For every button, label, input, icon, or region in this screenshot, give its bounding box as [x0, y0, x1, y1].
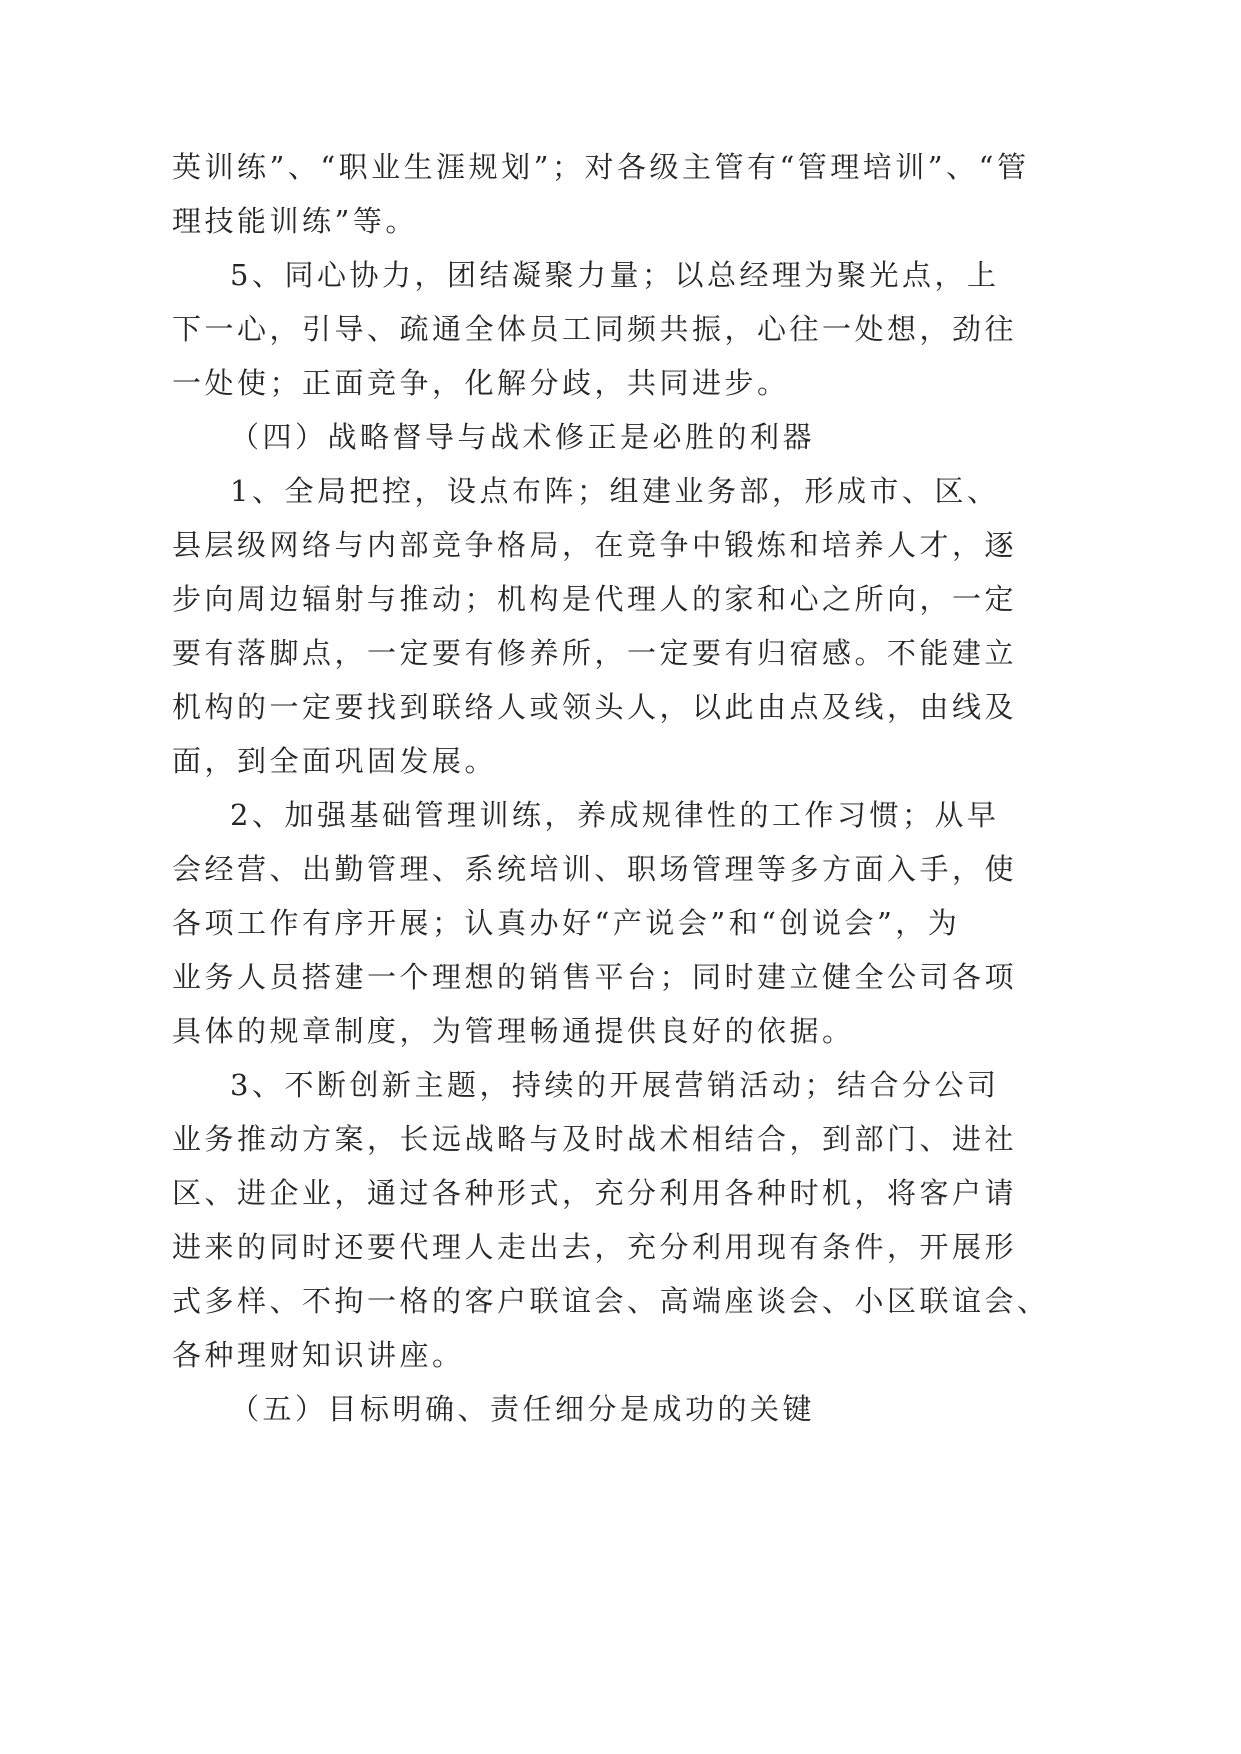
- section-heading: （四）战略督导与战术修正是必胜的利器: [230, 420, 816, 454]
- text-line: 面，到全面巩固发展。: [172, 744, 498, 778]
- text-line: 业务推动方案，长远战略与及时战术相结合，到部门、进社: [172, 1122, 1018, 1156]
- text-line: 英训练”、“职业生涯规划”；对各级主管有“管理培训”、“管: [172, 150, 1030, 184]
- text-line: 各种理财知识讲座。: [172, 1338, 465, 1372]
- text-line: 县层级网络与内部竞争格局，在竞争中锻炼和培养人才，逐: [172, 528, 1018, 562]
- text-line: 进来的同时还要代理人走出去，充分利用现有条件，开展形: [172, 1230, 1018, 1264]
- text-line: 会经营、出勤管理、系统培训、职场管理等多方面入手，使: [172, 852, 1018, 886]
- text-line: 各项工作有序开展；认真办好“产说会”和“创说会”，为: [172, 906, 961, 940]
- text-line: 3、不断创新主题，持续的开展营销活动；结合分公司: [230, 1068, 1000, 1102]
- text-line: 2、加强基础管理训练，养成规律性的工作习惯；从早: [230, 798, 1000, 832]
- text-line: 具体的规章制度，为管理畅通提供良好的依据。: [172, 1014, 855, 1048]
- text-line: 1、全局把控，设点布阵；组建业务部，形成市、区、: [230, 474, 1000, 508]
- text-line: 区、进企业，通过各种形式，充分利用各种时机，将客户请: [172, 1176, 1018, 1210]
- text-line: 业务人员搭建一个理想的销售平台；同时建立健全公司各项: [172, 960, 1018, 994]
- text-line: 下一心，引导、疏通全体员工同频共振，心往一处想，劲往: [172, 312, 1018, 346]
- text-line: 5、同心协力，团结凝聚力量；以总经理为聚光点，上: [230, 258, 1000, 292]
- text-line: 要有落脚点，一定要有修养所，一定要有归宿感。不能建立: [172, 636, 1018, 670]
- text-line: 一处使；正面竞争，化解分歧，共同进步。: [172, 366, 790, 400]
- section-heading: （五）目标明确、责任细分是成功的关键: [230, 1392, 816, 1426]
- text-line: 理技能训练”等。: [172, 204, 418, 238]
- text-line: 式多样、不拘一格的客户联谊会、高端座谈会、小区联谊会、: [172, 1284, 1050, 1318]
- text-line: 机构的一定要找到联络人或领头人，以此由点及线，由线及: [172, 690, 1018, 724]
- text-line: 步向周边辐射与推动；机构是代理人的家和心之所向，一定: [172, 582, 1018, 616]
